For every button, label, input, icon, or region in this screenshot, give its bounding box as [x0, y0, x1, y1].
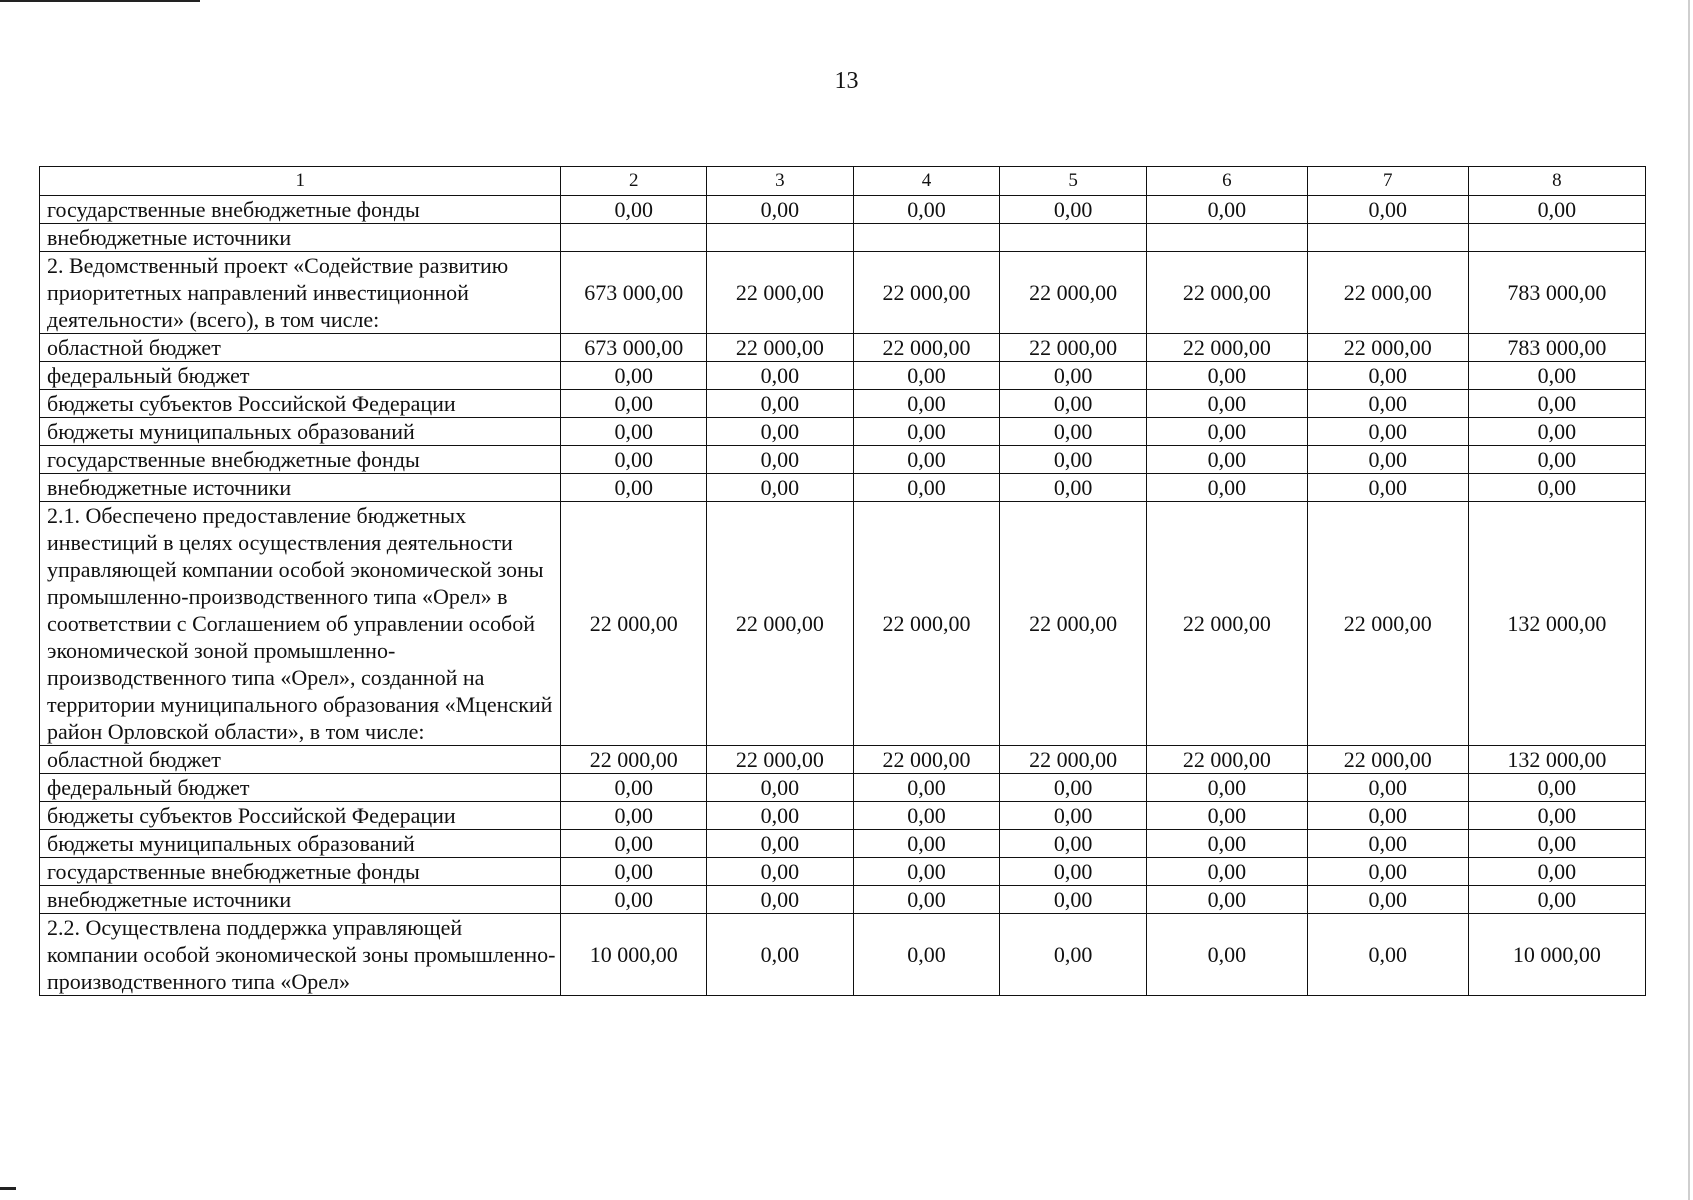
value-cell: 0,00 [707, 390, 854, 418]
value-cell: 0,00 [853, 446, 1000, 474]
row-label: внебюджетные источники [40, 474, 561, 502]
value-cell: 22 000,00 [1000, 502, 1147, 746]
value-cell [1307, 224, 1468, 252]
value-cell: 783 000,00 [1468, 334, 1645, 362]
page-number: 13 [834, 68, 859, 94]
value-cell: 0,00 [1468, 196, 1645, 224]
value-cell: 0,00 [1146, 362, 1307, 390]
value-cell: 132 000,00 [1468, 746, 1645, 774]
value-cell: 0,00 [853, 774, 1000, 802]
table-row [40, 914, 1646, 996]
table-header-row [40, 167, 1646, 196]
value-cell: 0,00 [853, 830, 1000, 858]
value-cell: 0,00 [1000, 886, 1147, 914]
value-cell: 0,00 [561, 830, 707, 858]
scan-margin-mark [0, 1187, 16, 1190]
value-cell: 0,00 [1146, 474, 1307, 502]
table-row [40, 390, 1646, 418]
value-cell: 0,00 [1307, 858, 1468, 886]
value-cell [1146, 224, 1307, 252]
table-row [40, 252, 1646, 334]
row-label: внебюджетные источники [40, 886, 561, 914]
value-cell: 0,00 [1146, 446, 1307, 474]
value-cell: 0,00 [1146, 914, 1307, 996]
value-cell: 0,00 [1000, 474, 1147, 502]
column-header: 1 [40, 167, 561, 196]
value-cell: 0,00 [1307, 774, 1468, 802]
value-cell: 0,00 [561, 446, 707, 474]
scan-edge-line [0, 0, 200, 2]
value-cell: 0,00 [1000, 830, 1147, 858]
value-cell: 0,00 [1000, 858, 1147, 886]
value-cell [561, 224, 707, 252]
value-cell: 0,00 [707, 362, 854, 390]
table-row [40, 774, 1646, 802]
row-label: бюджеты субъектов Российской Федерации [40, 802, 561, 830]
row-label: государственные внебюджетные фонды [40, 858, 561, 886]
value-cell: 0,00 [1468, 858, 1645, 886]
value-cell: 0,00 [853, 914, 1000, 996]
value-cell: 0,00 [1000, 362, 1147, 390]
table-row [40, 418, 1646, 446]
value-cell: 22 000,00 [707, 334, 854, 362]
value-cell: 0,00 [1000, 914, 1147, 996]
value-cell: 0,00 [561, 390, 707, 418]
column-header: 2 [561, 167, 707, 196]
value-cell: 22 000,00 [1307, 252, 1468, 334]
value-cell: 22 000,00 [853, 746, 1000, 774]
value-cell [1000, 224, 1147, 252]
value-cell: 0,00 [1000, 390, 1147, 418]
value-cell: 0,00 [561, 802, 707, 830]
column-header: 3 [707, 167, 854, 196]
value-cell: 0,00 [1146, 858, 1307, 886]
value-cell: 0,00 [1000, 446, 1147, 474]
value-cell: 0,00 [1307, 390, 1468, 418]
table-row [40, 746, 1646, 774]
value-cell: 0,00 [1307, 886, 1468, 914]
value-cell: 0,00 [853, 886, 1000, 914]
value-cell: 0,00 [1307, 446, 1468, 474]
value-cell: 0,00 [561, 362, 707, 390]
value-cell: 22 000,00 [1000, 746, 1147, 774]
value-cell: 0,00 [707, 474, 854, 502]
value-cell: 0,00 [1146, 418, 1307, 446]
value-cell: 10 000,00 [561, 914, 707, 996]
value-cell: 0,00 [853, 802, 1000, 830]
value-cell: 0,00 [853, 390, 1000, 418]
value-cell: 0,00 [1468, 446, 1645, 474]
value-cell: 0,00 [1468, 886, 1645, 914]
row-label: областной бюджет [40, 334, 561, 362]
value-cell: 0,00 [1000, 802, 1147, 830]
row-label: бюджеты муниципальных образований [40, 418, 561, 446]
row-label: государственные внебюджетные фонды [40, 196, 561, 224]
column-header: 4 [853, 167, 1000, 196]
value-cell: 0,00 [707, 418, 854, 446]
value-cell: 132 000,00 [1468, 502, 1645, 746]
budget-table [39, 166, 1646, 996]
value-cell: 0,00 [707, 196, 854, 224]
value-cell: 0,00 [707, 886, 854, 914]
value-cell: 0,00 [1000, 774, 1147, 802]
value-cell: 22 000,00 [561, 746, 707, 774]
value-cell: 0,00 [853, 418, 1000, 446]
value-cell: 0,00 [707, 802, 854, 830]
value-cell: 0,00 [561, 774, 707, 802]
value-cell: 22 000,00 [853, 252, 1000, 334]
value-cell: 22 000,00 [1146, 746, 1307, 774]
value-cell: 0,00 [1307, 474, 1468, 502]
value-cell: 0,00 [1468, 830, 1645, 858]
value-cell [1468, 224, 1645, 252]
table-row [40, 474, 1646, 502]
row-label: 2.2. Осуществлена поддержка управляющей компании особой экономической зоны промышленно-производственного типа «Орел» [40, 914, 561, 996]
table-row [40, 886, 1646, 914]
value-cell: 0,00 [1468, 802, 1645, 830]
value-cell: 0,00 [1146, 196, 1307, 224]
value-cell: 22 000,00 [707, 746, 854, 774]
value-cell: 0,00 [561, 858, 707, 886]
value-cell: 673 000,00 [561, 252, 707, 334]
value-cell: 0,00 [1146, 390, 1307, 418]
table-row [40, 362, 1646, 390]
value-cell: 0,00 [1146, 830, 1307, 858]
value-cell: 0,00 [561, 418, 707, 446]
row-label: государственные внебюджетные фонды [40, 446, 561, 474]
value-cell: 0,00 [561, 196, 707, 224]
column-header: 6 [1146, 167, 1307, 196]
value-cell: 0,00 [1468, 474, 1645, 502]
row-label: внебюджетные источники [40, 224, 561, 252]
value-cell: 0,00 [561, 886, 707, 914]
value-cell: 22 000,00 [853, 502, 1000, 746]
column-header: 8 [1468, 167, 1645, 196]
value-cell: 0,00 [1307, 914, 1468, 996]
value-cell: 0,00 [1146, 802, 1307, 830]
value-cell: 0,00 [1307, 418, 1468, 446]
table-body [40, 196, 1646, 996]
value-cell: 10 000,00 [1468, 914, 1645, 996]
row-label: федеральный бюджет [40, 774, 561, 802]
value-cell: 0,00 [1468, 362, 1645, 390]
row-label: 2. Ведомственный проект «Содействие развитию приоритетных направлений инвестиционной деятельности» (всего), в том числе: [40, 252, 561, 334]
table-row [40, 196, 1646, 224]
value-cell: 22 000,00 [707, 252, 854, 334]
value-cell: 22 000,00 [1000, 334, 1147, 362]
value-cell: 22 000,00 [707, 502, 854, 746]
row-label: областной бюджет [40, 746, 561, 774]
value-cell: 22 000,00 [1146, 502, 1307, 746]
value-cell: 22 000,00 [1146, 334, 1307, 362]
value-cell: 22 000,00 [1307, 746, 1468, 774]
value-cell: 0,00 [1000, 196, 1147, 224]
table-row [40, 224, 1646, 252]
value-cell: 0,00 [707, 774, 854, 802]
value-cell: 0,00 [707, 858, 854, 886]
value-cell: 0,00 [1468, 774, 1645, 802]
value-cell: 673 000,00 [561, 334, 707, 362]
value-cell: 0,00 [1146, 886, 1307, 914]
table-row [40, 830, 1646, 858]
value-cell: 0,00 [1307, 362, 1468, 390]
table-row [40, 802, 1646, 830]
column-header: 5 [1000, 167, 1147, 196]
value-cell: 0,00 [853, 474, 1000, 502]
row-label: федеральный бюджет [40, 362, 561, 390]
value-cell: 22 000,00 [1146, 252, 1307, 334]
value-cell: 0,00 [1146, 774, 1307, 802]
value-cell: 0,00 [1307, 802, 1468, 830]
value-cell [707, 224, 854, 252]
value-cell: 0,00 [1307, 196, 1468, 224]
value-cell: 0,00 [1307, 830, 1468, 858]
value-cell: 0,00 [561, 474, 707, 502]
scan-edge-shadow [1688, 0, 1690, 1200]
value-cell: 22 000,00 [1307, 334, 1468, 362]
value-cell: 22 000,00 [1000, 252, 1147, 334]
row-label: бюджеты субъектов Российской Федерации [40, 390, 561, 418]
value-cell: 22 000,00 [853, 334, 1000, 362]
column-header: 7 [1307, 167, 1468, 196]
value-cell: 0,00 [707, 446, 854, 474]
value-cell: 0,00 [1000, 418, 1147, 446]
value-cell: 0,00 [853, 362, 1000, 390]
table-row [40, 858, 1646, 886]
value-cell [853, 224, 1000, 252]
row-label: 2.1. Обеспечено предоставление бюджетных инвестиций в целях осуществления деятельности управляющей компании особой экономической зоны промышленно-производственного типа «Орел» в соответствии с Соглашением об управлении особой экономической зоной промышленно-производственного типа «Орел», созданной на территории муниципального образования «Мценский район Орловской области», в том числе: [40, 502, 561, 746]
value-cell: 22 000,00 [1307, 502, 1468, 746]
value-cell: 783 000,00 [1468, 252, 1645, 334]
value-cell: 0,00 [707, 914, 854, 996]
value-cell: 0,00 [853, 858, 1000, 886]
row-label: бюджеты муниципальных образований [40, 830, 561, 858]
value-cell: 0,00 [707, 830, 854, 858]
value-cell: 22 000,00 [561, 502, 707, 746]
table-row [40, 334, 1646, 362]
table-row [40, 446, 1646, 474]
table-row [40, 502, 1646, 746]
value-cell: 0,00 [853, 196, 1000, 224]
value-cell: 0,00 [1468, 390, 1645, 418]
value-cell: 0,00 [1468, 418, 1645, 446]
